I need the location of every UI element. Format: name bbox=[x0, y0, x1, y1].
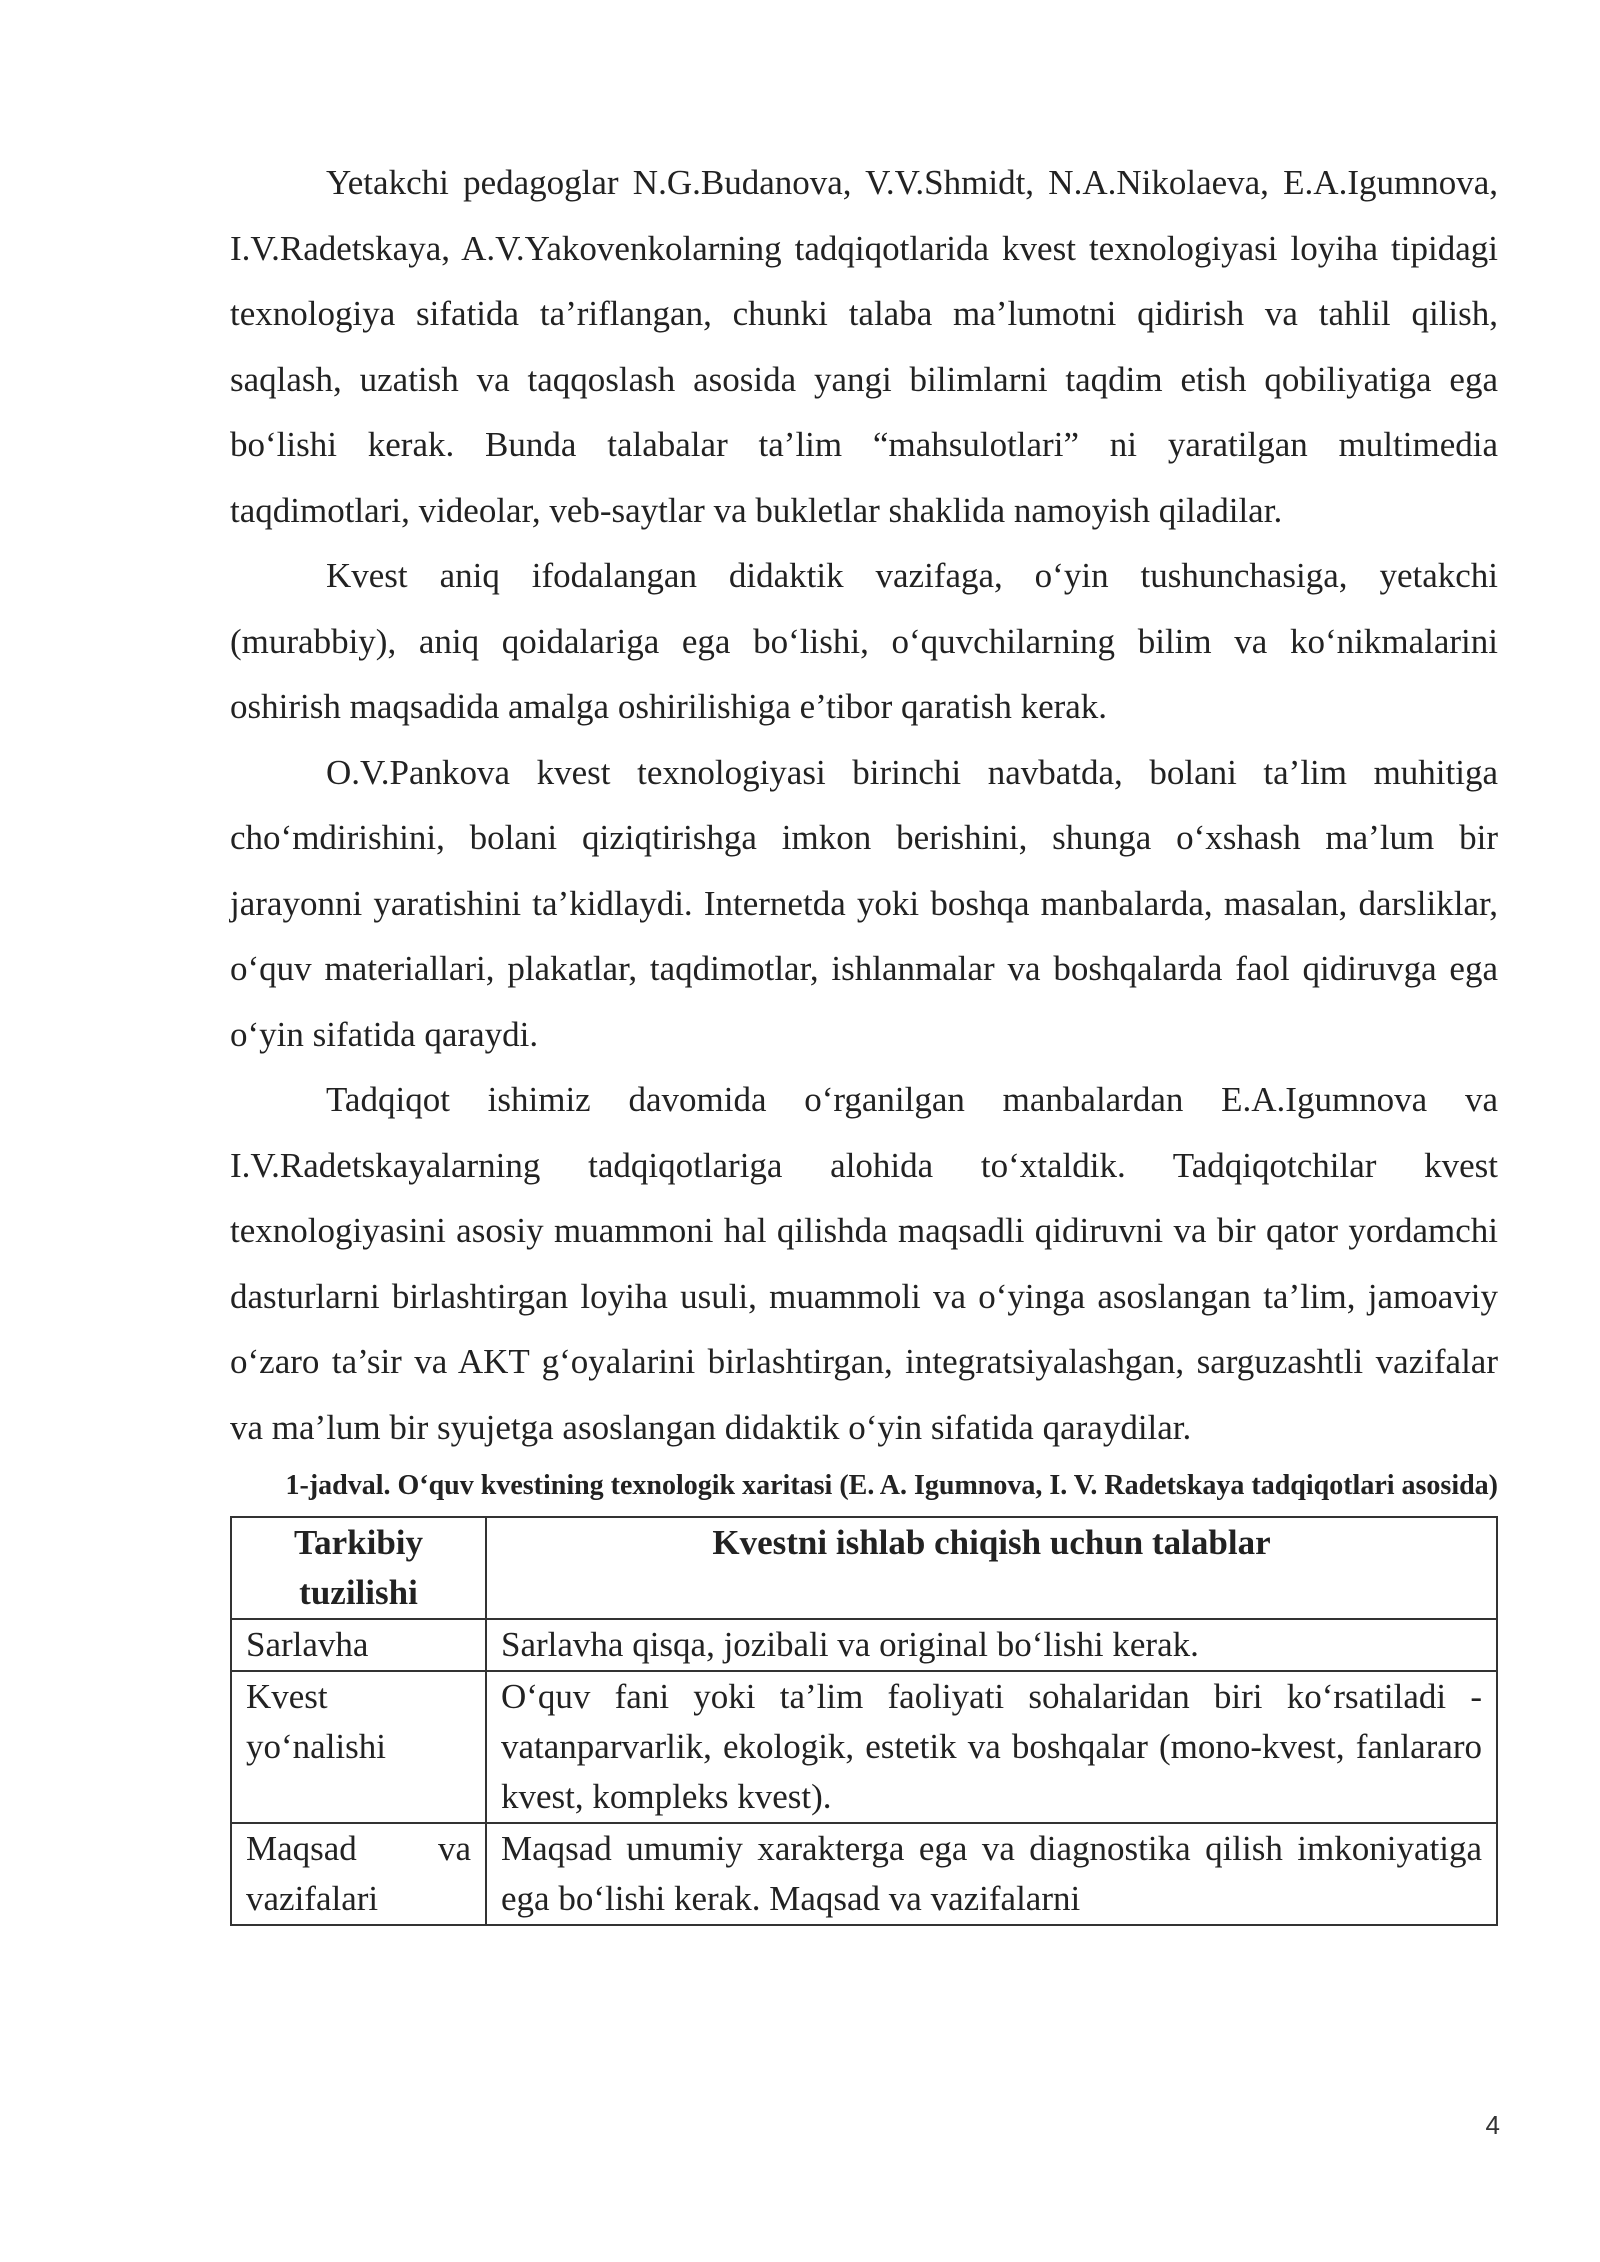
row-requirement-cell: O‘quv fani yoki ta’lim faoliyati sohalaridan biri ko‘rsatiladi - vatanparvarlik, ekologik, estetik va boshqalar (mono-kvest, fanlararo kvest, kompleks kvest). bbox=[486, 1671, 1497, 1823]
row-requirement-cell: Maqsad umumiy xarakterga ega va diagnostika qilish imkoniyatiga ega bo‘lishi kerak. Maqsad va vazifalarni bbox=[486, 1823, 1497, 1925]
body-paragraph-3: O.V.Pankova kvest texnologiyasi birinchi navbatda, bolani ta’lim muhitiga cho‘mdirishini, bolani qiziqtirishga imkon berishini, shunga o‘xshash ma’lum bir jarayonni yaratishini ta’kidlaydi. Internetda yoki boshqa manbalarda, masalan, darsliklar, o‘quv materiallari, plakatlar, taqdimotlar, ishlanmalar va boshqalarda faol qidiruvga ega o‘yin sifatida qaraydi. bbox=[230, 752, 1498, 1054]
row-title-cell: Kvest yo‘nalishi bbox=[231, 1671, 486, 1823]
row-title-cell: Sarlavha bbox=[231, 1619, 486, 1671]
header-structure: Tarkibiy tuzilishi bbox=[231, 1517, 486, 1619]
row-requirement-cell: Sarlavha qisqa, jozibali va original bo‘lishi kerak. bbox=[486, 1619, 1497, 1671]
table-row bbox=[231, 1671, 1497, 1823]
table-caption: 1-jadval. O‘quv kvestining texnologik xaritasi (E. A. Igumnova, I. V. Radetskaya tadqiqotlari asosida) bbox=[285, 1470, 1498, 1501]
table-header-row bbox=[231, 1517, 1497, 1619]
body-paragraph-4: Tadqiqot ishimiz davomida o‘rganilgan manbalardan E.A.Igumnova va I.V.Radetskayalarning tadqiqotlariga alohida to‘xtaldik. Tadqiqotchilar kvest texnologiyasini asosiy muammoni hal qilishda maqsadli qidiruvni va bir qator yordamchi dasturlarni birlashtirgan loyiha usuli, muammoli va o‘yinga asoslangan ta’lim, jamoaviy o‘zaro ta’sir va AKT g‘oyalarini birlashtirgan, integratsiyalashgan, sarguzashtli vazifalar va ma’lum bir syujetga asoslangan didaktik o‘yin sifatida qaraydilar. bbox=[230, 1080, 1498, 1447]
body-paragraph-1: Yetakchi pedagoglar N.G.Budanova, V.V.Shmidt, N.A.Nikolaeva, E.A.Igumnova, I.V.Radetskaya, A.V.Yakovenkolarning tadqiqotlarida kvest texnologiyasi loyiha tipidagi texnologiya sifatida ta’riflangan, chunki talaba ma’lumotni qidirish va tahlil qilish, saqlash, uzatish va taqqoslash asosida yangi bilimlarni taqdim etish qobiliyatiga ega bo‘lishi kerak. Bunda talabalar ta’lim “mahsulotlari” ni yaratilgan multimedia taqdimotlari, videolar, veb-saytlar va bukletlar shaklida namoyish qiladilar. bbox=[230, 163, 1498, 530]
page-number: 4 bbox=[1485, 2110, 1500, 2140]
row-title-cell: Maqsad va vazifalari bbox=[231, 1823, 486, 1925]
table-row bbox=[231, 1823, 1497, 1925]
table-row bbox=[231, 1619, 1497, 1671]
body-paragraph-2: Kvest aniq ifodalangan didaktik vazifaga, o‘yin tushunchasiga, yetakchi (murabbiy), aniq qoidalariga ega bo‘lishi, o‘quvchilarning bilim va ko‘nikmalarini oshirish maqsadida amalga oshirilishiga e’tibor qaratish kerak. bbox=[230, 556, 1498, 726]
header-requirements: Kvestni ishlab chiqish uchun talablar bbox=[486, 1517, 1497, 1619]
document-page bbox=[230, 150, 1498, 1926]
quest-technology-table bbox=[230, 1516, 1498, 1926]
